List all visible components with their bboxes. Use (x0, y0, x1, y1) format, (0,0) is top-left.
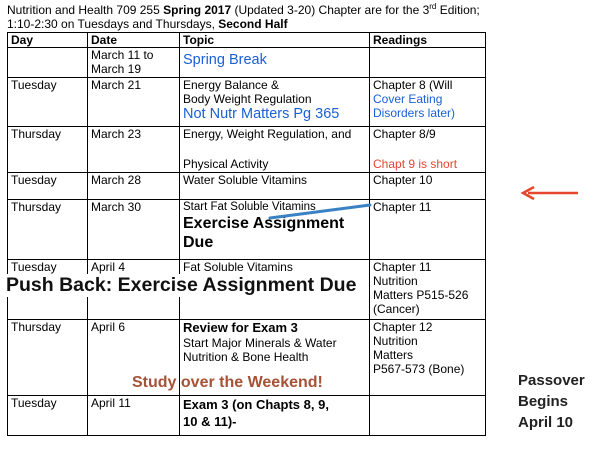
passover-line: Begins (518, 393, 569, 410)
cell-readings: Chapter 10 (370, 173, 486, 200)
date-line: March 19 (91, 62, 142, 76)
superscript: rd (429, 2, 437, 11)
left-arrow-icon (520, 186, 580, 200)
cell-date: April 4 (88, 260, 180, 320)
passover-line: Passover (518, 372, 585, 389)
reading-line: Chapter 8/9 (373, 127, 436, 141)
strike-through-line (266, 201, 376, 223)
table-header-row (8, 33, 486, 48)
update-note: (Updated 3-20) Chapter are for the 3 (231, 3, 430, 17)
edition-note: Edition; (436, 3, 480, 17)
topic-line: Not Nutr Matters Pg 365 (183, 106, 340, 122)
date-line: March 21 (91, 78, 142, 92)
topic-line: Body Weight Regulation (183, 92, 312, 106)
topic-line: Spring Break (183, 52, 267, 68)
topic-line: Due (183, 234, 214, 251)
topic-line: Energy, Weight Regulation, and (183, 127, 352, 141)
date-line: March 11 to (91, 48, 154, 62)
cell-readings (370, 396, 486, 436)
term: Spring 2017 (163, 3, 232, 17)
reading-line: Nutrition (373, 274, 418, 288)
cell-date: April 6 (88, 320, 180, 396)
cell-topic (180, 396, 370, 436)
header-line-1 (7, 0, 597, 17)
cell-topic: Water Soluble Vitamins (180, 173, 370, 200)
reading-line: Nutrition (373, 334, 418, 348)
topic-line: Exam 3 (on Chapts 8, 9, (183, 397, 329, 412)
course-name: Nutrition and Health 709 255 (7, 3, 164, 17)
cell-day (8, 48, 88, 78)
cell-topic (180, 48, 370, 78)
table-row (8, 127, 486, 173)
reading-line: Disorders later) (373, 106, 456, 120)
table-row (8, 78, 486, 127)
topic-line: Start Major Minerals & Water (183, 336, 337, 350)
push-back-annotation: Push Back: Exercise Assignment Due (6, 274, 357, 296)
column-header-readings: Readings (370, 33, 486, 48)
cell-date (88, 48, 180, 78)
cell-day: Tuesday (8, 396, 88, 436)
topic-line: Nutrition & Bone Health (183, 350, 309, 364)
cell-day: Thursday (8, 320, 88, 396)
cell-day: Tuesday (8, 173, 88, 200)
topic-line: Exercise Assignment (183, 215, 345, 232)
topic-line: Review for Exam 3 (183, 320, 298, 335)
passover-note (518, 370, 585, 433)
cell-readings (370, 320, 486, 396)
cell-day: Tuesday (8, 78, 88, 127)
cell-readings (370, 48, 486, 78)
header-line-2 (7, 17, 597, 31)
reading-line: Chapt 9 is short (373, 157, 458, 171)
cell-topic: Fat Soluble Vitamins (180, 260, 370, 320)
reading-line: Chapter 12 (373, 320, 433, 334)
table-row (8, 48, 486, 78)
cell-readings (370, 127, 486, 173)
cell-readings (370, 260, 486, 320)
reading-line: Cover Eating (373, 92, 443, 106)
column-header-day: Day (8, 33, 88, 48)
document-header (7, 0, 597, 31)
column-header-topic: Topic (180, 33, 370, 48)
table-row (8, 396, 486, 436)
study-annotation: Study over the Weekend! (132, 374, 323, 391)
cell-date: March 30 (88, 200, 180, 260)
date-line: March 23 (91, 127, 142, 141)
table-row (8, 200, 486, 260)
reading-line: Matters P515-526 (373, 288, 469, 302)
reading-line: P567-573 (Bone) (373, 362, 465, 376)
cell-date: April 11 (88, 396, 180, 436)
passover-line: April 10 (518, 414, 574, 431)
table-row (8, 173, 486, 200)
column-header-date: Date (88, 33, 180, 48)
cell-topic (180, 127, 370, 173)
cell-readings: Chapter 11 (370, 200, 486, 260)
topic-line: Physical Activity (183, 157, 269, 171)
cell-date: March 28 (88, 173, 180, 200)
reading-line: Chapter 8 (Will (373, 78, 453, 92)
cell-day: Thursday (8, 127, 88, 173)
reading-line: Matters (373, 348, 414, 362)
half-label: Second Half (218, 17, 288, 31)
topic-line: Start Fat Soluble Vitamins (183, 201, 316, 213)
cell-date (88, 78, 180, 127)
cell-day: Tuesday (8, 260, 88, 320)
cell-date (88, 127, 180, 173)
reading-line: Chapter 11 (373, 260, 432, 274)
cell-topic (180, 78, 370, 127)
cell-day: Thursday (8, 200, 88, 260)
topic-line: Energy Balance & (183, 78, 280, 92)
topic-line: 10 & 11)- (183, 414, 237, 429)
cell-readings (370, 78, 486, 127)
reading-line: (Cancer) (373, 302, 420, 316)
schedule-times: 1:10-2:30 on Tuesdays and Thursdays, (7, 17, 219, 31)
